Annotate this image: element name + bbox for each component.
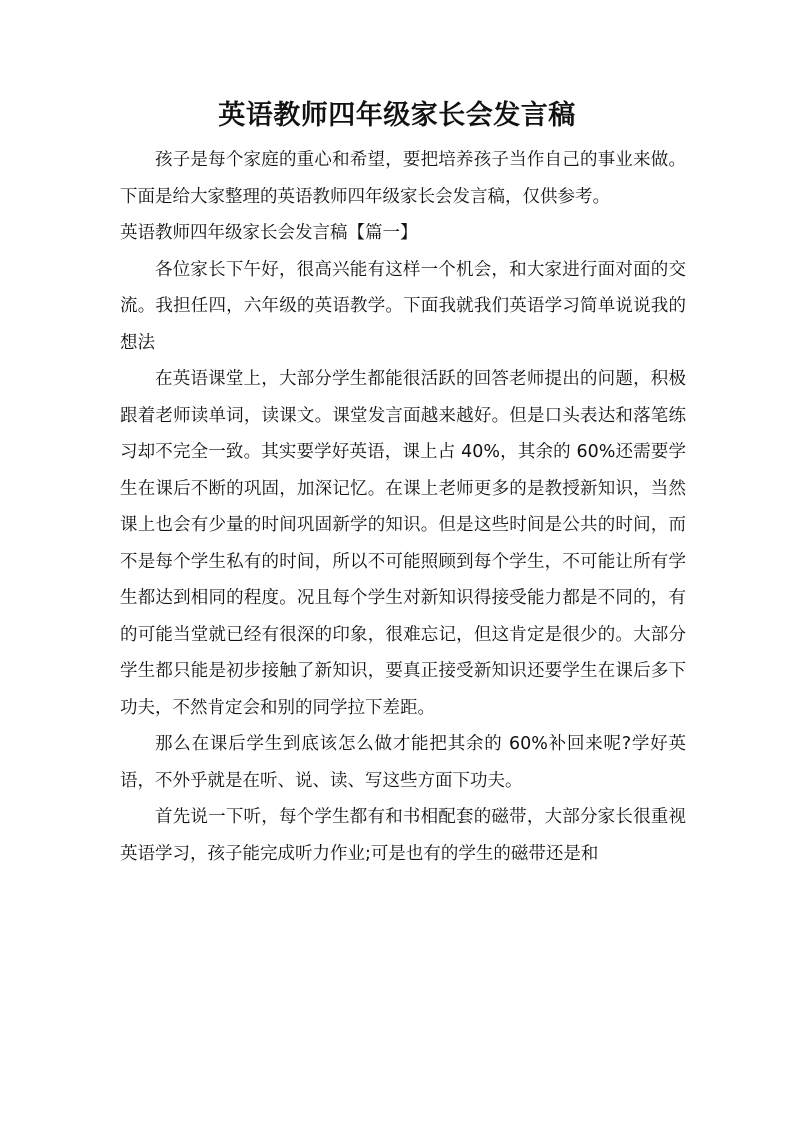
section-heading: 英语教师四年级家长会发言稿【篇一】: [120, 223, 418, 243]
body-paragraph: 在英语课堂上，大部分学生都能很活跃的回答老师提出的问题，积极跟着老师读单词，读课文。课堂发言面越来越好。但是口头表达和落笔练习却不完全一致。其实要学好英语，课上占 40%，其余的 60%还需要学生在课后不断的巩固，加深记忆。在课上老师更多的是教授新知识，当然课上也会有少量的时间巩固新学的知识。但是这些时间是公共的时间，而不是每个学生私有的时间，所以不可能照顾到每个学生，不可能让所有学生都达到相同的程度。况且每个学生对新知识得接受能力都是不同的，有的可能当堂就已经有很深的印象，很难忘记，但这肯定是很少的。大部分学生都只能是初步接触了新知识，要真正接受新知识还要学生在课后多下功夫，不然肯定会和别的同学拉下差距。: [120, 369, 686, 718]
body-paragraph: 那么在课后学生到底该怎么做才能把其余的 60%补回来呢?学好英语，不外乎就是在听、说、读、写这些方面下功夫。: [120, 734, 686, 791]
body-paragraph: 首先说一下听，每个学生都有和书相配套的磁带，大部分家长很重视英语学习，孩子能完成听力作业;可是也有的学生的磁带还是和: [120, 807, 686, 864]
intro-paragraph: 孩子是每个家庭的重心和希望，要把培养孩子当作自己的事业来做。下面是给大家整理的英语教师四年级家长会发言稿，仅供参考。: [120, 150, 686, 207]
body-paragraph: 各位家长下午好，很高兴能有这样一个机会，和大家进行面对面的交流。我担任四，六年级的英语教学。下面我就我们英语学习简单说说我的想法: [120, 259, 686, 353]
document-title: 英语教师四年级家长会发言稿: [218, 100, 576, 131]
document-body: [120, 142, 686, 872]
